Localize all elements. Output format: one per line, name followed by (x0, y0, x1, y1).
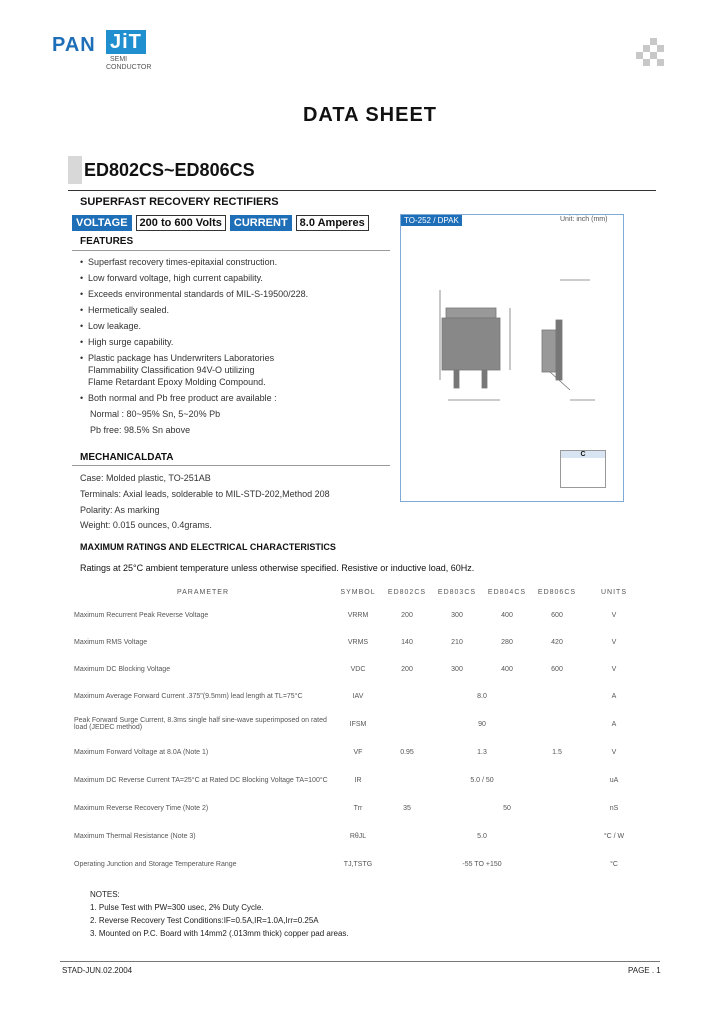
cell: VRRM (347, 612, 369, 619)
table-header-row (72, 582, 646, 602)
cell: 1.3 (477, 748, 487, 756)
ratings-table (72, 582, 646, 878)
cell: TJ,TSTG (343, 860, 373, 868)
feature-item: • High surge capability. (80, 337, 174, 347)
col-ed803cs: ED803CS (437, 588, 477, 596)
part-number-marker (68, 156, 82, 184)
cell: VRMS (347, 639, 369, 646)
package-inset (560, 450, 606, 488)
feature-item: • Both normal and Pb free product are available : (80, 393, 277, 403)
feature-item: Flammability Classification 94V-O utilizing (88, 365, 255, 375)
ratings-heading: MAXIMUM RATINGS AND ELECTRICAL CHARACTERISTICS (80, 542, 336, 552)
page-title: DATA SHEET (302, 104, 438, 126)
cell: 8.0 (477, 693, 487, 700)
package-outline-drawing (420, 250, 610, 430)
cell: IAV (352, 693, 364, 700)
note-item: 1. Pulse Test with PW=300 usec, 2% Duty Cycle. (90, 903, 264, 912)
cell: 200 (401, 612, 413, 619)
cell: 200 (401, 666, 413, 673)
mechanical-heading: MECHANICALDATA (80, 452, 174, 463)
cell: Maximum Forward Voltage at 8.0A (Note 1) (74, 748, 209, 756)
cell: 300 (451, 612, 463, 619)
divider (72, 465, 390, 466)
cell: 600 (551, 666, 563, 673)
cell: V (611, 748, 617, 756)
cell: uA (609, 776, 619, 784)
table-row (72, 656, 646, 683)
cell: 5.0 / 50 (470, 776, 494, 784)
cell: 50 (503, 804, 511, 812)
table-row (72, 683, 646, 710)
cell: V (611, 666, 617, 673)
cell: Maximum Recurrent Peak Reverse Voltage (74, 612, 209, 619)
note-item: 3. Mounted on P.C. Board with 14mm2 (.013mm thick) copper pad areas. (90, 929, 349, 938)
cell: 280 (501, 639, 513, 646)
inset-label: C (561, 451, 605, 458)
table-row (72, 602, 646, 629)
col-units: UNITS (601, 588, 627, 596)
feature-item: • Superfast recovery times-epitaxial construction. (80, 257, 278, 267)
logo-semiconductor-text (106, 56, 151, 72)
feature-item: • Low leakage. (80, 321, 142, 331)
features-heading: FEATURES (80, 236, 134, 247)
col-parameter: PARAMETER (176, 588, 230, 596)
mechanical-item: Polarity: As marking (80, 505, 160, 515)
mechanical-item: Case: Molded plastic, TO-251AB (80, 473, 211, 483)
cell: 5.0 (477, 832, 487, 840)
feature-item: • Plastic package has Underwriters Laboratories (80, 353, 275, 363)
cell: -55 TO +150 (462, 860, 502, 868)
mechanical-item: Terminals: Axial leads, solderable to MIL-STD-202,Method 208 (80, 489, 330, 499)
cell: 420 (551, 639, 563, 646)
cell: Maximum Reverse Recovery Time (Note 2) (74, 804, 209, 812)
cell: A (611, 720, 617, 728)
cell: VF (353, 748, 363, 756)
table-row (72, 710, 646, 738)
cell: IR (354, 776, 362, 784)
mechanical-item: Weight: 0.015 ounces, 0.4grams. (80, 520, 212, 530)
cell: Peak Forward Surge Current, 8.3ms single half sine-wave superimposed on rated load (JEDEC method) (74, 717, 327, 731)
cell: 300 (451, 666, 463, 673)
col-ed806cs: ED806CS (537, 588, 577, 596)
cell: V (611, 612, 617, 619)
cell: V (611, 639, 617, 646)
table-row (72, 822, 646, 850)
cell: A (611, 693, 617, 700)
table-row (72, 850, 646, 878)
package-unit: Unit: inch (mm) (560, 216, 608, 223)
cell: Maximum DC Blocking Voltage (74, 666, 171, 673)
cell: °C (610, 860, 618, 868)
current-label: CURRENT (230, 215, 292, 231)
divider (68, 190, 656, 191)
logo-pan-text: PAN (52, 34, 96, 56)
table-row (72, 766, 646, 794)
cell: 400 (501, 666, 513, 673)
feature-item: Normal : 80~95% Sn, 5~20% Pb (90, 409, 221, 419)
col-ed804cs: ED804CS (487, 588, 527, 596)
cell: 0.95 (400, 748, 414, 756)
page-number: PAGE . 1 (628, 966, 661, 975)
part-number: ED802CS~ED806CS (84, 160, 255, 180)
cell: Maximum Thermal Resistance (Note 3) (74, 832, 196, 840)
table-row (72, 629, 646, 656)
voltage-label: VOLTAGE (72, 215, 132, 231)
cell: IFSM (349, 720, 367, 728)
cell: Maximum Average Forward Current .375"(9.5mm) lead length at TL=75°C (74, 693, 303, 700)
current-value: 8.0 Amperes (296, 215, 369, 231)
divider (72, 250, 390, 251)
feature-item: • Exceeds environmental standards of MIL-S-19500/228. (80, 289, 309, 299)
features-list (80, 256, 308, 440)
cell: Maximum DC Reverse Current TA=25°C at Rated DC Blocking Voltage TA=100°C (74, 776, 328, 784)
table-row (72, 738, 646, 766)
ratings-note: Ratings at 25°C ambient temperature unless otherwise specified. Resistive or inductive load, 60Hz. (80, 563, 475, 573)
cell: 35 (403, 804, 411, 812)
col-symbol: SYMBOL (340, 588, 376, 596)
cell: 210 (451, 639, 463, 646)
cell: Maximum RMS Voltage (74, 639, 148, 646)
logo-conductor: CONDUCTOR (106, 64, 152, 71)
cell: 1.5 (552, 748, 562, 756)
table-row (72, 794, 646, 822)
logo-semi: SEMI (110, 56, 128, 63)
cell: 400 (501, 612, 513, 619)
footer-date: STAD-JUN.02.2004 (62, 966, 133, 975)
product-subtitle: SUPERFAST RECOVERY RECTIFIERS (80, 196, 279, 208)
footer-divider (60, 961, 660, 962)
voltage-value: 200 to 600 Volts (136, 215, 226, 231)
cell: 600 (551, 612, 563, 619)
cell: 140 (401, 639, 413, 646)
logo-jit-text: JiT (106, 30, 146, 54)
note-item: 2. Reverse Recovery Test Conditions:IF=0.5A,IR=1.0A,Irr=0.25A (90, 916, 319, 925)
notes-heading: NOTES: (90, 890, 120, 899)
cell: 90 (478, 720, 486, 728)
col-ed802cs: ED802CS (387, 588, 427, 596)
rating-badges (72, 215, 369, 231)
feature-item: Flame Retardant Epoxy Molding Compound. (88, 377, 266, 387)
cell: °C / W (603, 832, 625, 840)
cell: Operating Junction and Storage Temperature Range (74, 860, 237, 868)
package-name: TO-252 / DPAK (401, 215, 462, 226)
decorative-dots-icon (636, 38, 666, 68)
cell: Trr (353, 804, 363, 812)
feature-item: • Low forward voltage, high current capability. (80, 273, 263, 283)
feature-item: • Hermetically sealed. (80, 305, 170, 315)
cell: nS (609, 804, 619, 812)
cell: VDC (350, 666, 366, 673)
feature-item: Pb free: 98.5% Sn above (90, 425, 191, 435)
cell: RθJL (349, 832, 367, 840)
